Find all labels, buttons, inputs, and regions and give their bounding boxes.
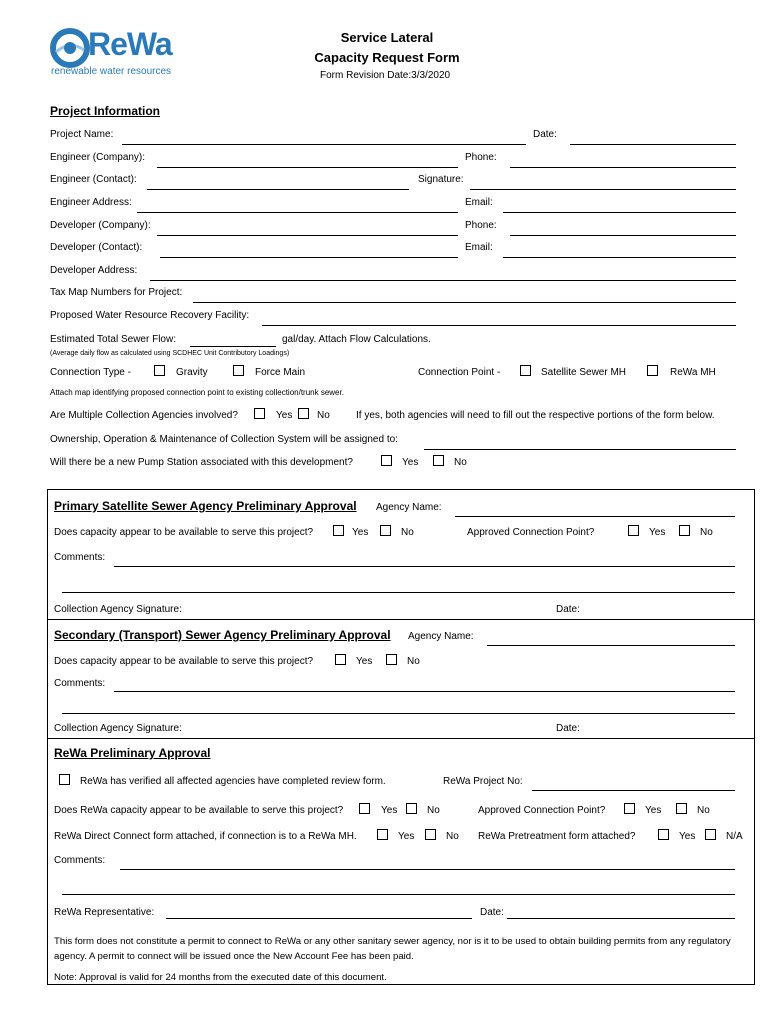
connection-point-label: Connection Point - — [418, 367, 501, 378]
revision-date: Form Revision Date:3/3/2020 — [320, 70, 451, 81]
secondary-comments-field-1[interactable] — [114, 691, 735, 692]
rewa-pretreatment-na-label: N/A — [726, 831, 743, 842]
primary-comments-field-1[interactable] — [114, 566, 735, 567]
rewa-direct-yes-checkbox[interactable] — [377, 829, 388, 840]
date-field[interactable] — [570, 144, 736, 145]
rewa-date-label: Date: — [480, 907, 504, 918]
engineer-contact-field[interactable] — [147, 189, 409, 190]
primary-no-checkbox[interactable] — [380, 525, 391, 536]
facility-label: Proposed Water Resource Recovery Facility: — [50, 310, 250, 321]
primary-yes-label: Yes — [352, 527, 369, 538]
connection-type-label: Connection Type - — [50, 367, 131, 378]
primary-no-label: No — [401, 527, 414, 538]
flow-unit: gal/day. Attach Flow Calculations. — [282, 334, 431, 345]
primary-approved-yes-checkbox[interactable] — [628, 525, 639, 536]
secondary-yes-label: Yes — [356, 656, 373, 667]
developer-email-label: Email: — [465, 242, 493, 253]
multiple-yes-label: Yes — [276, 410, 293, 421]
signature-label: Signature: — [418, 174, 464, 185]
rewa-representative-field[interactable] — [166, 918, 472, 919]
secondary-capacity-question: Does capacity appear to be available to serve this project? — [54, 656, 314, 667]
rewa-mh-label: ReWa MH — [670, 367, 716, 378]
primary-date-label: Date: — [556, 604, 580, 615]
secondary-signature-label: Collection Agency Signature: — [54, 723, 182, 734]
rewa-approved-point-label: Approved Connection Point? — [478, 805, 606, 816]
developer-company-field[interactable] — [157, 235, 458, 236]
rewa-pretreatment-yes-label: Yes — [679, 831, 696, 842]
secondary-yes-checkbox[interactable] — [335, 654, 346, 665]
rewa-capacity-no-checkbox[interactable] — [406, 803, 417, 814]
rewa-date-field[interactable] — [507, 918, 735, 919]
phone-field[interactable] — [510, 167, 736, 168]
secondary-divider — [47, 738, 755, 739]
multiple-agencies-note: If yes, both agencies will need to fill out the respective portions of the form below. — [356, 410, 715, 421]
secondary-comments-field-2[interactable] — [62, 713, 735, 714]
force-main-checkbox[interactable] — [233, 365, 244, 376]
rewa-validity-note: Note: Approval is valid for 24 months from the executed date of this document. — [54, 972, 387, 983]
secondary-no-label: No — [407, 656, 420, 667]
flow-note: (Average daily flow as calculated using SCDHEC Unit Contributory Loadings) — [50, 350, 290, 357]
rewa-verified-checkbox[interactable] — [59, 774, 70, 785]
tax-map-field[interactable] — [193, 302, 736, 303]
primary-approved-no-label: No — [700, 527, 713, 538]
multiple-yes-checkbox[interactable] — [254, 408, 265, 419]
developer-contact-label: Developer (Contact): — [50, 242, 143, 253]
rewa-pretreatment-label: ReWa Pretreatment form attached? — [478, 831, 636, 842]
rewa-capacity-question: Does ReWa capacity appear to be available to serve this project? — [54, 805, 344, 816]
rewa-disclaimer: This form does not constitute a permit to connect to ReWa or any other sanitary sewer agency, nor is it to be used to obtain building permits from any regulatory agency. A permit to connect will be issued once the New Account Fee has been paid. — [54, 936, 731, 962]
ownership-field[interactable] — [424, 449, 736, 450]
multiple-no-checkbox[interactable] — [298, 408, 309, 419]
rewa-approved-yes-checkbox[interactable] — [624, 803, 635, 814]
primary-yes-checkbox[interactable] — [333, 525, 344, 536]
primary-approved-point-label: Approved Connection Point? — [467, 527, 595, 538]
ownership-label: Ownership, Operation & Maintenance of Collection System will be assigned to: — [50, 434, 398, 445]
primary-approved-yes-label: Yes — [649, 527, 666, 538]
project-name-field[interactable] — [122, 144, 526, 145]
primary-agency-name-field[interactable] — [455, 516, 735, 517]
rewa-capacity-no-label: No — [427, 805, 440, 816]
rewa-direct-no-checkbox[interactable] — [425, 829, 436, 840]
engineer-address-label: Engineer Address: — [50, 197, 132, 208]
rewa-mh-checkbox[interactable] — [647, 365, 658, 376]
rewa-comments-label: Comments: — [54, 855, 106, 866]
rewa-verified-label: ReWa has verified all affected agencies have completed review form. — [80, 776, 386, 787]
rewa-capacity-yes-checkbox[interactable] — [359, 803, 370, 814]
rewa-capacity-yes-label: Yes — [381, 805, 398, 816]
date-label: Date: — [533, 129, 557, 140]
secondary-heading: Secondary (Transport) Sewer Agency Preliminary Approval — [54, 628, 391, 642]
title-line2: Capacity Request Form — [314, 50, 460, 65]
project-name-label: Project Name: — [50, 129, 114, 140]
rewa-comments-field-2[interactable] — [62, 894, 735, 895]
primary-approved-no-checkbox[interactable] — [679, 525, 690, 536]
primary-comments-label: Comments: — [54, 552, 106, 563]
flow-label: Estimated Total Sewer Flow: — [50, 334, 176, 345]
developer-address-label: Developer Address: — [50, 265, 138, 276]
engineer-company-label: Engineer (Company): — [50, 152, 146, 163]
satellite-mh-label: Satellite Sewer MH — [541, 367, 627, 378]
pump-no-checkbox[interactable] — [433, 455, 444, 466]
developer-phone-field[interactable] — [510, 235, 736, 236]
email-label: Email: — [465, 197, 493, 208]
title-line1: Service Lateral — [340, 30, 434, 45]
rewa-approved-yes-label: Yes — [645, 805, 662, 816]
multiple-no-label: No — [317, 410, 330, 421]
email-field[interactable] — [503, 212, 736, 213]
rewa-representative-label: ReWa Representative: — [54, 907, 155, 918]
satellite-mh-checkbox[interactable] — [520, 365, 531, 376]
developer-company-label: Developer (Company): — [50, 220, 151, 231]
primary-capacity-question: Does capacity appear to be available to serve this project? — [54, 527, 314, 538]
pump-yes-checkbox[interactable] — [381, 455, 392, 466]
gravity-checkbox[interactable] — [154, 365, 165, 376]
rewa-pretreatment-yes-checkbox[interactable] — [658, 829, 669, 840]
facility-field[interactable] — [262, 325, 736, 326]
attach-map-note: Attach map identifying proposed connection point to existing collection/trunk sewer. — [50, 388, 344, 397]
engineer-contact-label: Engineer (Contact): — [50, 174, 137, 185]
rewa-comments-field-1[interactable] — [120, 869, 735, 870]
rewa-project-no-field[interactable] — [532, 790, 735, 791]
secondary-comments-label: Comments: — [54, 678, 106, 689]
primary-heading: Primary Satellite Sewer Agency Preliminary Approval — [54, 499, 357, 513]
rewa-project-no-label: ReWa Project No: — [443, 776, 523, 787]
tax-map-label: Tax Map Numbers for Project: — [50, 287, 183, 298]
phone-label: Phone: — [465, 152, 497, 163]
developer-phone-label: Phone: — [465, 220, 497, 231]
secondary-agency-name-label: Agency Name: — [408, 631, 474, 642]
multiple-agencies-question: Are Multiple Collection Agencies involved? — [50, 410, 238, 421]
secondary-date-label: Date: — [556, 723, 580, 734]
engineer-company-field[interactable] — [157, 167, 458, 168]
primary-divider — [47, 619, 755, 620]
pump-yes-label: Yes — [402, 457, 419, 468]
rewa-pretreatment-na-checkbox[interactable] — [705, 829, 716, 840]
logo-wordmark: ReWa — [88, 26, 172, 62]
secondary-agency-name-field[interactable] — [487, 645, 735, 646]
primary-agency-name-label: Agency Name: — [376, 502, 442, 513]
engineer-address-field[interactable] — [137, 212, 458, 213]
pump-station-question: Will there be a new Pump Station associated with this development? — [50, 457, 353, 468]
rewa-heading: ReWa Preliminary Approval — [54, 746, 211, 760]
rewa-approved-no-label: No — [697, 805, 710, 816]
rewa-direct-connect-label: ReWa Direct Connect form attached, if connection is to a ReWa MH. — [54, 831, 357, 842]
developer-address-field[interactable] — [150, 280, 736, 281]
project-heading: Project Information — [50, 104, 161, 118]
secondary-no-checkbox[interactable] — [386, 654, 397, 665]
primary-comments-field-2[interactable] — [62, 592, 735, 593]
logo-tagline: renewable water resources — [51, 66, 172, 77]
developer-email-field[interactable] — [503, 257, 736, 258]
primary-signature-label: Collection Agency Signature: — [54, 604, 182, 615]
rewa-direct-no-label: No — [446, 831, 459, 842]
pump-no-label: No — [454, 457, 467, 468]
signature-field[interactable] — [470, 189, 736, 190]
flow-field[interactable] — [190, 346, 276, 347]
rewa-approved-no-checkbox[interactable] — [676, 803, 687, 814]
developer-contact-field[interactable] — [160, 257, 458, 258]
force-main-label: Force Main — [255, 367, 306, 378]
gravity-label: Gravity — [176, 367, 208, 378]
rewa-direct-yes-label: Yes — [398, 831, 415, 842]
